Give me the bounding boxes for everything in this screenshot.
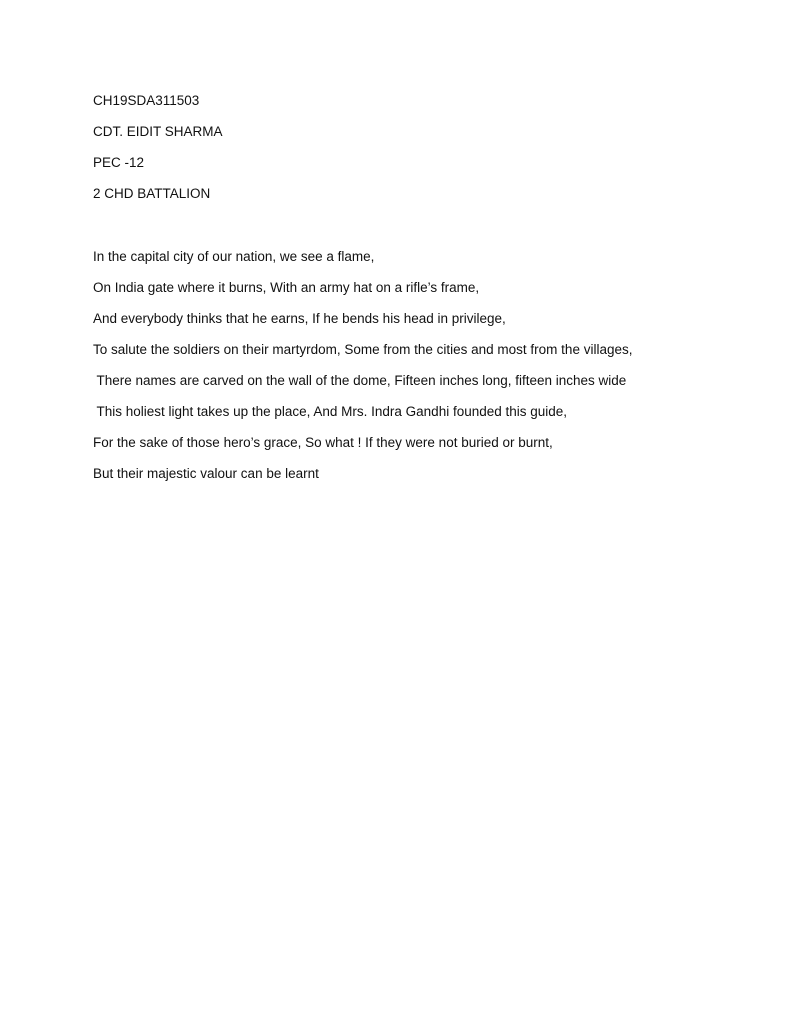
poem-line: This holiest light takes up the place, And Mrs. Indra Gandhi founded this guide, xyxy=(93,404,568,419)
poem-line: In the capital city of our nation, we see a flame, xyxy=(93,249,375,264)
header-block xyxy=(93,93,223,217)
unit-code: PEC -12 xyxy=(93,155,145,170)
poem-line: But their majestic valour can be learnt xyxy=(93,466,319,481)
battalion-name: 2 CHD BATTALION xyxy=(93,186,211,201)
poem-line: To salute the soldiers on their martyrdom, Some from the cities and most from the villages, xyxy=(93,342,633,357)
poem-line: There names are carved on the wall of the dome, Fifteen inches long, fifteen inches wide xyxy=(93,373,627,388)
poem-line: For the sake of those hero’s grace, So what ! If they were not buried or burnt, xyxy=(93,435,553,450)
poem-body xyxy=(93,249,632,497)
cadet-id: CH19SDA311503 xyxy=(93,93,200,108)
poem-line: On India gate where it burns, With an army hat on a rifle’s frame, xyxy=(93,280,480,295)
poem-line: And everybody thinks that he earns, If he bends his head in privilege, xyxy=(93,311,506,326)
cadet-name: CDT. EIDIT SHARMA xyxy=(93,124,223,139)
